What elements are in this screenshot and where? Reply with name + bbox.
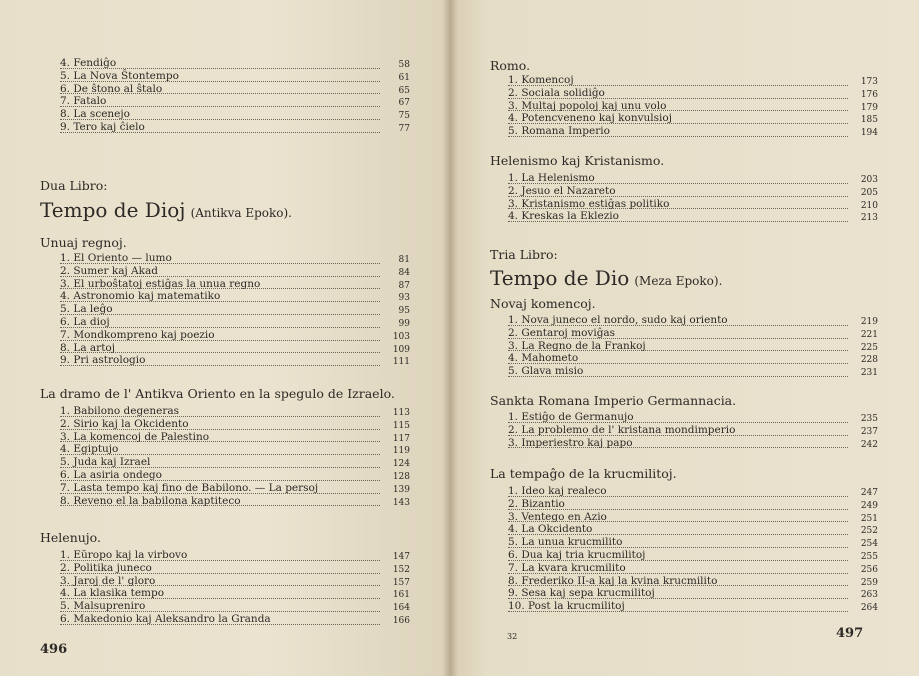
book-title-main: Tempo de Dio <box>490 266 630 290</box>
toc-entry: 7. Fatalo 67 <box>60 95 410 109</box>
toc-entry: 6. Makedonio kaj Aleksandro la Granda 166 <box>60 612 410 626</box>
toc-entry: 3. Multaj popoloj kaj unu volo 179 <box>508 99 878 113</box>
toc-entry: 2. La problemo de l' kristana mondimperio 237 <box>508 423 878 437</box>
section-heading: La dramo de l' Antikva Oriento en la spegulo de Izraelo. <box>40 386 395 401</box>
toc-list <box>508 411 878 449</box>
toc-entry: 6. De ŝtono al ŝtalo 65 <box>60 82 410 96</box>
toc-entry: 3. Kristanismo estiĝas politiko 210 <box>508 197 878 211</box>
toc-entry: 4. Mahometo 228 <box>508 352 878 366</box>
page-number: 496 <box>40 642 68 657</box>
toc-list <box>60 252 410 367</box>
toc-entry: 4. Kreskas la Eklezio 213 <box>508 210 878 224</box>
toc-entry: 3. La komencoj de Palestino 117 <box>60 430 410 444</box>
book-title-main: Tempo de Dioj <box>40 198 186 222</box>
toc-entry: 5. La leĝo 95 <box>60 303 410 317</box>
section-heading: Helenujo. <box>40 530 101 545</box>
toc-entry: 5. Glava misio 231 <box>508 365 878 379</box>
toc-entry: 2. Jesuo el Nazareto 205 <box>508 184 878 198</box>
toc-entry: 7. Mondkompreno kaj poezio 103 <box>60 328 410 342</box>
section-heading: Helenismo kaj Kristanismo. <box>490 153 665 168</box>
toc-entry: 3. Ventego en Azio 251 <box>508 510 878 524</box>
toc-entry: 8. Reveno el la babilona kaptiteco 143 <box>60 494 410 508</box>
left-page <box>0 0 450 676</box>
toc-entry: 2. Sociala solidiĝo 176 <box>508 86 878 100</box>
book-subtitle: (Antikva Epoko). <box>190 206 292 220</box>
toc-entry: 4. Fendiĝo 58 <box>60 57 410 70</box>
page-number: 497 <box>836 626 864 641</box>
toc-entry: 5. La Nova Ŝtontempo 61 <box>60 69 410 83</box>
toc-list <box>60 549 410 626</box>
right-page <box>450 0 919 676</box>
toc-entry: 9. Tero kaj ĉielo 77 <box>60 120 410 134</box>
toc-entry: 7. La kvara krucmilito 256 <box>508 561 878 575</box>
section-heading: La tempaĝo de la krucmilitoj. <box>490 466 677 481</box>
toc-list <box>508 74 878 138</box>
toc-entry: 5. Romana Imperio 194 <box>508 125 878 139</box>
toc-entry: 8. Frederiko II-a kaj la kvina krucmilito 259 <box>508 574 878 588</box>
toc-entry: 7. Lasta tempo kaj fino de Babilono. — La persoj 139 <box>60 481 410 495</box>
section-heading: Romo. <box>490 58 531 73</box>
toc-entry: 10. Post la krucmilitoj 264 <box>508 600 878 614</box>
toc-entry: 5. Malsupreniro 164 <box>60 600 410 614</box>
toc-entry: 1. El Oriento — lumo 81 <box>60 252 410 265</box>
toc-list <box>60 405 410 507</box>
section-heading: Unuaj regnoj. <box>40 235 127 250</box>
toc-entry: 4. La Okcidento 252 <box>508 523 878 537</box>
toc-entry: 2. Sumer kaj Akad 84 <box>60 264 410 278</box>
toc-entry: 4. Astronomio kaj matematiko 93 <box>60 290 410 304</box>
toc-entry: 6. La asiria ondego 128 <box>60 468 410 482</box>
toc-list <box>508 172 878 223</box>
toc-entry: 3. Jaroj de l' gloro 157 <box>60 574 410 588</box>
toc-entry: 5. La unua krucmilito 254 <box>508 536 878 550</box>
toc-entry: 5. Juda kaj Izrael 124 <box>60 456 410 470</box>
section-heading: Sankta Romana Imperio Germannacia. <box>490 393 737 408</box>
toc-entry: 1. Babilono degeneras 113 <box>60 405 410 418</box>
toc-entry: 2. Sirio kaj la Okcidento 115 <box>60 417 410 431</box>
toc-list-top-left <box>60 57 410 134</box>
book-label: Dua Libro: <box>40 178 108 193</box>
book-label: Tria Libro: <box>490 247 558 262</box>
toc-entry: 9. Pri astrologio 111 <box>60 354 410 368</box>
toc-entry: 2. Bizantio 249 <box>508 497 878 511</box>
toc-list <box>508 314 878 378</box>
section-heading: Novaj komencoj. <box>490 296 596 311</box>
toc-entry: 8. La artoj 109 <box>60 341 410 355</box>
book-gutter <box>442 0 458 676</box>
toc-entry: 6. La dioj 99 <box>60 315 410 329</box>
book-subtitle: (Meza Epoko). <box>634 274 723 288</box>
toc-entry: 1. Eŭropo kaj la virbovo 147 <box>60 549 410 562</box>
toc-entry: 2. Politika juneco 152 <box>60 561 410 575</box>
toc-entry: 1. Nova juneco el nordo, sudo kaj oriento 219 <box>508 314 878 327</box>
toc-entry: 4. La klasika tempo 161 <box>60 587 410 601</box>
toc-list <box>508 485 878 613</box>
toc-entry: 3. La Regno de la Frankoj 225 <box>508 339 878 353</box>
toc-entry: 1. La Helenismo 203 <box>508 172 878 185</box>
toc-entry: 6. Dua kaj tria krucmilitoj 255 <box>508 548 878 562</box>
toc-entry: 9. Sesa kaj sepa krucmilitoj 263 <box>508 587 878 601</box>
book-title <box>40 198 292 222</box>
signature-mark: 32 <box>507 632 518 641</box>
toc-entry: 4. Egiptujo 119 <box>60 443 410 457</box>
toc-entry: 2. Gentaroj moviĝas 221 <box>508 326 878 340</box>
toc-entry: 3. El urboŝtatoj estiĝas la unua regno 87 <box>60 277 410 291</box>
toc-entry: 1. Estiĝo de Germanujo 235 <box>508 411 878 424</box>
toc-entry: 4. Potencveneno kaj konvulsioj 185 <box>508 112 878 126</box>
toc-entry: 8. La scenejo 75 <box>60 108 410 122</box>
book-title <box>490 266 722 290</box>
toc-entry: 3. Imperiestro kaj papo 242 <box>508 436 878 450</box>
toc-entry: 1. Komencoj 173 <box>508 74 878 87</box>
toc-entry: 1. Ideo kaj realeco 247 <box>508 485 878 498</box>
